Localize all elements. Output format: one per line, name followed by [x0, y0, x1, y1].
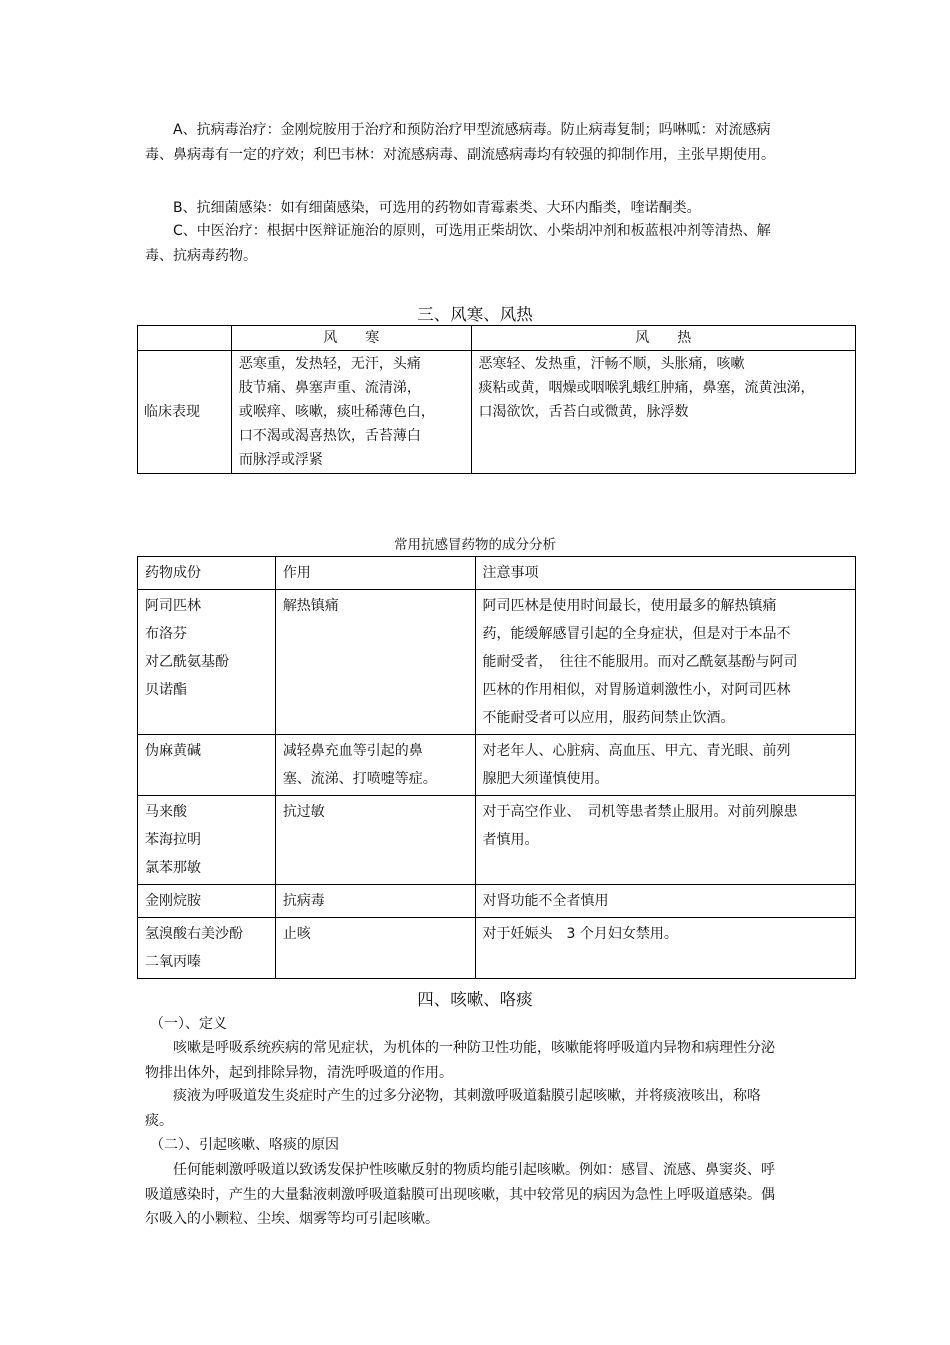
effect-text: 抗病毒: [282, 893, 325, 909]
drug-name: 氯苯那敏: [145, 860, 201, 876]
table-header-empty: [138, 326, 232, 351]
effect-cell: [275, 796, 475, 885]
table-header-effect: 作用: [275, 557, 475, 590]
subsection-causes: （二）、引起咳嗽、咯痰的原因: [150, 1137, 339, 1153]
text-line: 肢节痛、鼻塞声重、流清涕，: [238, 380, 421, 396]
notes-cell: [475, 735, 855, 796]
note-line: 对老年人、心脏病、高血压、甲亢、青光眼、前列: [482, 743, 791, 759]
table-header-wind-heat: 风 热: [471, 326, 855, 351]
drug-name: 氢溴酸右美沙酚: [145, 926, 243, 942]
effect-text: 止咳: [282, 926, 311, 942]
treatment-b-paragraph: B、抗细菌感染：如有细菌感染，可选用的药物如青霉素类、大环内酯类，喹诺酮类。: [173, 200, 701, 216]
section3-title: 三、风寒、风热: [417, 305, 533, 324]
wind-cold-heat-table: [137, 325, 856, 474]
treatment-a-paragraph: A、抗病毒治疗：金刚烷胺用于治疗和预防治疗甲型流感病毒。防止病毒复制；吗啉呱：对流感病毒、鼻病毒有一定的疗效；利巴韦林：对流感病毒、副流感病毒均有较强的抑制作用，主张早期使用。: [145, 122, 775, 163]
table-row: [138, 351, 856, 474]
section4-title: 四、咳嗽、咯痰: [417, 990, 533, 1009]
wind-heat-cell: [471, 351, 855, 474]
table-row: [138, 885, 856, 918]
table-header-wind-cold: 风 寒: [231, 326, 471, 351]
table-row: [138, 590, 856, 735]
drug-ingredient-table: [137, 556, 856, 979]
text-line: 恶寒轻、发热重，汗畅不顺，头胀痛，咳嗽: [478, 356, 745, 372]
effect-cell: [275, 590, 475, 735]
note-line: 匹林的作用相似，对胃肠道刺激性小，对阿司匹林: [482, 682, 791, 698]
text-line: 恶寒重，发热轻，无汗，头痛: [238, 356, 421, 372]
sputum-definition-paragraph: 痰液为呼吸道发生炎症时产生的过多分泌物，其刺激呼吸道黏膜引起咳嗽，并将痰液咳出，称咯痰。: [145, 1088, 761, 1129]
table-row: [138, 918, 856, 979]
effect-cell: [275, 735, 475, 796]
note-line: 阿司匹林是使用时间最长，使用最多的解热镇痛: [482, 598, 777, 614]
cough-definition-paragraph: 咳嗽是呼吸系统疾病的常见症状，为机体的一种防卫性功能，咳嗽能将呼吸道内异物和病理性分泌物排出体外，起到排除异物，清洗呼吸道的作用。: [145, 1040, 775, 1081]
drug-name: 阿司匹林: [145, 598, 201, 614]
drugs-cell: [138, 918, 276, 979]
note-line: 对肾功能不全者慎用: [482, 893, 609, 909]
drug-name: 金刚烷胺: [145, 893, 201, 909]
drug-name: 苯海拉明: [145, 832, 201, 848]
text-line: 口不渴或渴喜热饮，舌苔薄白: [238, 428, 421, 444]
note-line: 腺肥大须谨慎使用。: [482, 771, 609, 787]
table-header-notes: 注意事项: [475, 557, 855, 590]
effect-text: 减轻鼻充血等引起的鼻: [282, 743, 423, 759]
note-line: 能耐受者， 往往不能服用。而对乙酰氨基酚与阿司: [482, 654, 798, 670]
subsection-definition: （一）、定义: [150, 1016, 227, 1032]
note-line: 对于妊娠头 3 个月妇女禁用。: [482, 926, 678, 942]
drugs-cell: [138, 590, 276, 735]
table-header-row: [138, 326, 856, 351]
treatment-c-paragraph: C、中医治疗：根据中医辩证施治的原则，可选用正柴胡饮、小柴胡冲剂和板蓝根冲剂等清热、解毒、抗病毒药物。: [145, 223, 771, 264]
drug-name: 布洛芬: [145, 626, 187, 642]
drugs-cell: [138, 735, 276, 796]
wind-cold-cell: [231, 351, 471, 474]
notes-cell: [475, 918, 855, 979]
table-header-drugs: 药物成份: [138, 557, 276, 590]
text-line: 或喉痒、咳嗽，痰吐稀薄色白，: [238, 404, 435, 420]
drugs-cell: [138, 885, 276, 918]
note-line: 者慎用。: [482, 832, 539, 848]
drug-name: 伪麻黄碱: [145, 743, 201, 759]
notes-cell: [475, 885, 855, 918]
notes-cell: [475, 796, 855, 885]
drug-name: 对乙酰氨基酚: [145, 654, 229, 670]
text-line: 而脉浮或浮紧: [238, 452, 323, 468]
drugs-cell: [138, 796, 276, 885]
effect-cell: [275, 885, 475, 918]
text-line: 口渴欲饮，舌苔白或微黄，脉浮数: [478, 404, 689, 420]
row-label-clinical: 临床表现: [138, 351, 232, 474]
effect-text: 塞、流涕、打喷嚏等症。: [282, 771, 437, 787]
effect-cell: [275, 918, 475, 979]
drug-table-caption: 常用抗感冒药物的成分分析: [394, 537, 556, 553]
table-header-row: [138, 557, 856, 590]
note-line: 不能耐受者可以应用，服药间禁止饮酒。: [482, 710, 735, 726]
notes-cell: [475, 590, 855, 735]
drug-name: 二氧丙嗪: [145, 954, 201, 970]
table-row: [138, 796, 856, 885]
causes-paragraph: 任何能刺激呼吸道以致诱发保护性咳嗽反射的物质均能引起咳嗽。例如：感冒、流感、鼻窦炎、呼吸道感染时，产生的大量黏液刺激呼吸道黏膜可出现咳嗽，其中较常见的病因为急性上呼吸道感染。偶尔吸入的小颗粒、尘埃、烟雾等均可引起咳嗽。: [145, 1162, 775, 1227]
effect-text: 解热镇痛: [282, 598, 339, 614]
note-line: 对于高空作业、 司机等患者禁止服用。对前列腺患: [482, 804, 798, 820]
text-line: 痰粘或黄，咽燥或咽喉乳蛾红肿痛，鼻塞，流黄浊涕，: [478, 380, 815, 396]
drug-name: 贝诺酯: [145, 682, 187, 698]
note-line: 药，能缓解感冒引起的全身症状，但是对于本品不: [482, 626, 791, 642]
table-row: [138, 735, 856, 796]
drug-name: 马来酸: [145, 804, 187, 820]
effect-text: 抗过敏: [282, 804, 325, 820]
